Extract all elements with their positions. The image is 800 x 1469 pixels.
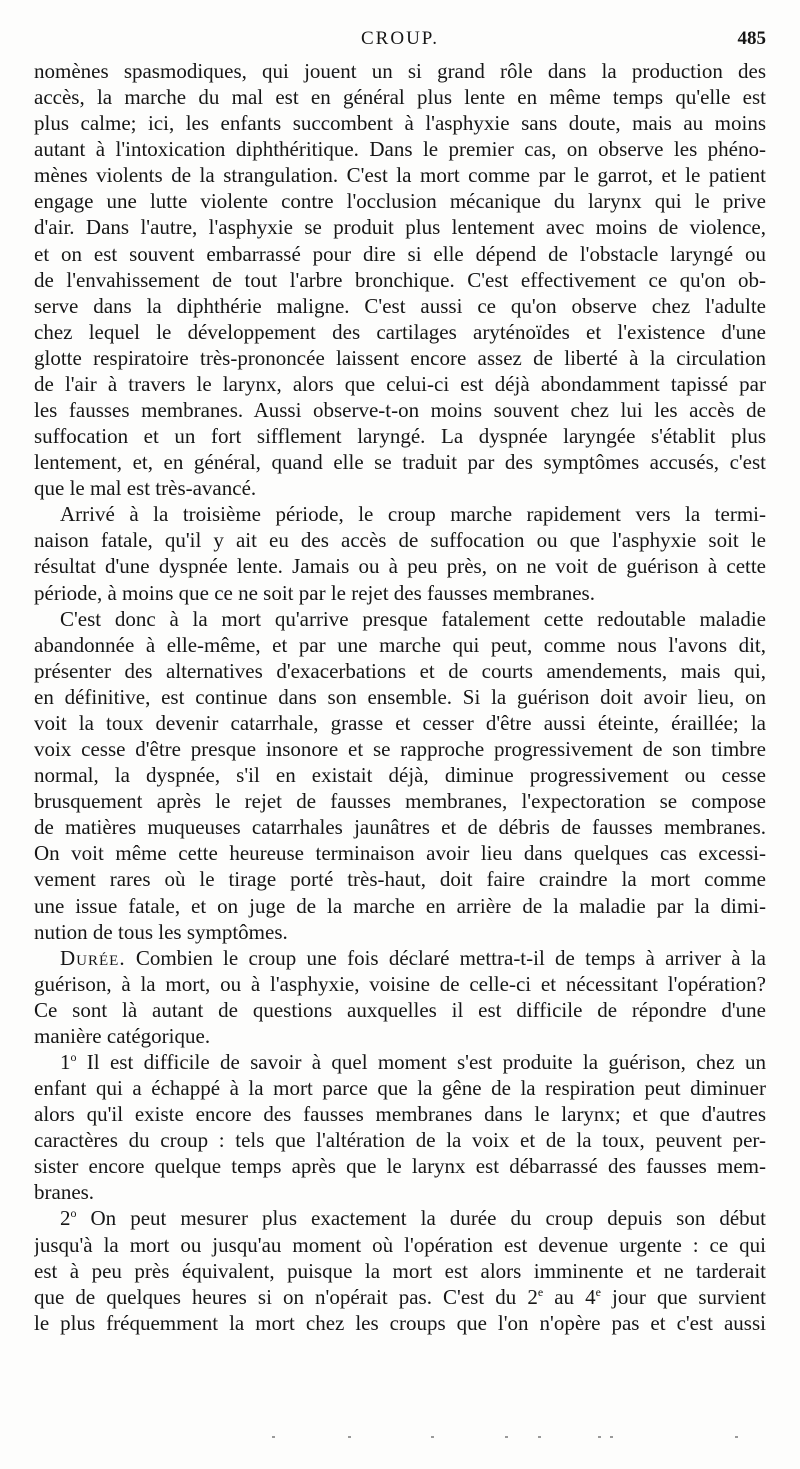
text-line: résultat d'une dyspnée lente. Jamais ou à peu près, on ne voit de guérison à cette — [34, 554, 766, 579]
text-line: manière catégorique. — [34, 1023, 211, 1048]
text-run: Il est difficile de savoir à quel moment s'est produite la guérison, chez un — [76, 1049, 766, 1074]
scan-speck — [538, 1436, 541, 1438]
text-line: branes. — [34, 1180, 95, 1205]
ordinal-mark: o — [70, 1049, 77, 1064]
text-run: On peut mesurer plus exactement la durée du croup depuis son début — [76, 1206, 766, 1231]
text-line: plus calme; ici, les enfants succombent à l'asphyxie sans doute, mais au moins — [34, 111, 766, 136]
text-line — [34, 1284, 766, 1310]
text-line: serve dans la diphthérie maligne. C'est aussi ce qu'on observe chez l'adulte — [34, 293, 766, 318]
section-label: Durée. — [60, 945, 126, 970]
scan-speck — [610, 1436, 613, 1438]
text-line: période, à moins que ce ne soit par le rejet des fausses membranes. — [34, 580, 595, 605]
text-line: présenter des alternatives d'exacerbations et de courts amendements, mais qui, — [34, 658, 766, 683]
text-line: que le mal est très-avancé. — [34, 476, 257, 501]
scan-speck — [348, 1436, 351, 1438]
text-line: suffocation et un fort sifflement laryngé. La dyspnée laryngée s'établit plus — [34, 424, 766, 449]
text-run: au 4 — [543, 1284, 596, 1309]
body-text — [34, 58, 766, 1336]
text-line: une issue fatale, et on juge de la marche en arrière de la maladie par la dimi- — [34, 893, 766, 918]
text-line: nomènes spasmodiques, qui jouent un si grand rôle dans la production des — [34, 59, 766, 83]
text-line: nution de tous les symptômes. — [34, 919, 288, 944]
text-run: jour que survient — [600, 1284, 766, 1309]
text-line: voix cesse d'être presque insonore et se rapproche progressivement de son timbre — [34, 737, 766, 762]
scan-speck — [431, 1436, 434, 1438]
text-line: en définitive, est continue dans son ensemble. Si la guérison doit avoir lieu, on — [34, 684, 766, 709]
text-line: autant à l'intoxication diphthéritique. Dans le premier cas, on observe les phéno- — [34, 137, 766, 162]
text-line: et on est souvent embarrassé pour dire si elle dépend de l'obstacle laryngé ou — [34, 241, 766, 266]
text-line: vement rares où le tirage porté très-haut, doit faire craindre la mort comme — [34, 867, 766, 892]
paragraph-start-line — [34, 945, 766, 971]
text-line: Ce sont là autant de questions auxquelles il est difficile de répondre d'une — [34, 997, 766, 1022]
text-line: engage une lutte violente contre l'occlusion mécanique du larynx qui le prive — [34, 189, 766, 214]
ordinal-mark: e — [537, 1284, 544, 1299]
numbered-paragraph-line — [34, 1049, 766, 1075]
text-line: caractères du croup : tels que l'altération de la voix et de la toux, peuvent per- — [34, 1128, 766, 1153]
scan-speck — [505, 1436, 508, 1438]
scan-speck — [598, 1436, 601, 1438]
text-line: accès, la marche du mal est en général plus lente en même temps qu'elle est — [34, 85, 766, 110]
text-line: naison fatale, qu'il y ait eu des accès de suffocation ou que l'asphyxie soit le — [34, 528, 766, 553]
text-line: jusqu'à la mort ou jusqu'au moment où l'opération est devenue urgente : ce qui — [34, 1232, 766, 1257]
text-line: brusquement après le rejet de fausses membranes, l'expectoration se compose — [34, 789, 766, 814]
text-run: que de quelques heures si on n'opérait pas. C'est du 2 — [34, 1284, 538, 1309]
text-line: d'air. Dans l'autre, l'asphyxie se produit plus lentement avec moins de violence, — [34, 215, 766, 240]
text-line: On voit même cette heureuse terminaison avoir lieu dans quelques cas excessi- — [34, 841, 766, 866]
running-head — [34, 28, 766, 56]
text-line: mènes violents de la strangulation. C'est la mort comme par le garrot, et le patient — [34, 163, 766, 188]
text-line: enfant qui a échappé à la mort parce que la gêne de la respiration peut diminuer — [34, 1076, 766, 1101]
running-title: CROUP. — [361, 28, 439, 49]
text-line: sister encore quelque temps après que le larynx est débarrassé des fausses mem- — [34, 1154, 766, 1179]
text-line: abandonnée à elle-même, et par une marche qui peut, comme nous l'avons dit, — [34, 632, 766, 657]
text-run: Combien le croup une fois déclaré mettra-t-il de temps à arriver à la — [125, 945, 766, 970]
text-line: les fausses membranes. Aussi observe-t-on moins souvent chez lui les accès de — [34, 398, 766, 423]
text-line: normal, la dyspnée, s'il en existait déjà, diminue progressivement ou cesse — [34, 763, 766, 788]
ordinal-mark: o — [70, 1206, 77, 1221]
scan-speck — [735, 1436, 738, 1438]
paragraph-start-line: C'est donc à la mort qu'arrive presque fatalement cette redoutable maladie — [60, 606, 766, 631]
text-line: alors qu'il existe encore des fausses membranes dans le larynx; et que d'autres — [34, 1102, 766, 1127]
text-line: glotte respiratoire très-prononcée laissent encore assez de liberté à la circulation — [34, 345, 766, 370]
text-line: de l'air à travers le larynx, alors que celui-ci est déjà abondamment tapissé par — [34, 371, 766, 396]
numbered-paragraph-line — [34, 1205, 766, 1231]
page-number: 485 — [737, 28, 766, 49]
text-line: est à peu près équivalent, puisque la mort est alors imminente et ne tarderait — [34, 1258, 766, 1283]
list-number: 1 — [60, 1049, 71, 1074]
list-number: 2 — [60, 1206, 71, 1231]
text-line: de matières muqueuses catarrhales jaunâtres et de débris de fausses membranes. — [34, 815, 766, 840]
text-line: lentement, et, en général, quand elle se traduit par des symptômes accusés, c'est — [34, 450, 766, 475]
paragraph-start-line: Arrivé à la troisième période, le croup marche rapidement vers la termi- — [60, 502, 766, 527]
scan-speck — [272, 1436, 275, 1438]
text-line: de l'envahissement de tout l'arbre bronchique. C'est effectivement ce qu'on ob- — [34, 267, 766, 292]
ordinal-mark: e — [595, 1284, 601, 1299]
scan-artifacts — [200, 1436, 760, 1440]
text-line: voit la toux devenir catarrhale, grasse et cesser d'être aussi éteinte, éraillée; la — [34, 710, 766, 735]
text-line: chez lequel le développement des cartilages aryténoïdes et l'existence d'une — [34, 319, 766, 344]
text-line: guérison, à la mort, ou à l'asphyxie, voisine de celle-ci et nécessitant l'opération? — [34, 971, 766, 996]
text-line: le plus fréquemment la mort chez les croups que l'on n'opère pas et c'est aussi — [34, 1310, 766, 1335]
